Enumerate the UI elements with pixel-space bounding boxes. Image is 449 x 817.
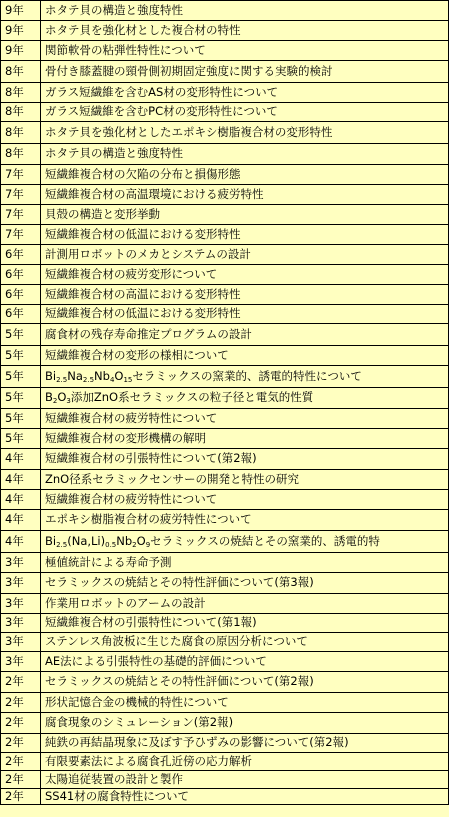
- thesis-title-cell: 短繊維複合材の疲労変形について: [41, 265, 449, 285]
- thesis-title-cell: ホタテ貝の構造と強度特性: [41, 144, 449, 165]
- thesis-title-cell: ホタテ貝を強化材としたエポキシ樹脂複合材の変形特性: [41, 122, 449, 144]
- year-cell: 5年: [1, 429, 41, 449]
- thesis-title-cell: 短繊維複合材の変形の様相について: [41, 346, 449, 366]
- thesis-title-cell: ステンレス角波板に生じた腐食の原因分析について: [41, 633, 449, 652]
- year-cell: 8年: [1, 144, 41, 165]
- thesis-title-cell: 計測用ロボットのメカとシステムの設計: [41, 245, 449, 265]
- year-cell: 8年: [1, 83, 41, 103]
- thesis-title-cell: 短繊維複合材の低温における変形特性: [41, 225, 449, 245]
- table-row: [1, 633, 449, 652]
- year-cell: 9年: [1, 41, 41, 61]
- table-row: [1, 713, 449, 734]
- table-row: [1, 573, 449, 594]
- year-cell: 6年: [1, 305, 41, 324]
- table-row: [1, 285, 449, 305]
- table-row: [1, 449, 449, 470]
- thesis-title-cell: ホタテ貝を強化材とした複合材の特性: [41, 21, 449, 41]
- table-row: [1, 165, 449, 185]
- year-cell: 4年: [1, 449, 41, 470]
- thesis-title-cell: ZnO径系セラミックセンサーの開発と特性の研究: [41, 470, 449, 490]
- year-cell: 3年: [1, 573, 41, 594]
- thesis-title-cell: 短繊維複合材の低温における変形特性: [41, 305, 449, 324]
- table-row: [1, 61, 449, 83]
- year-cell: 5年: [1, 409, 41, 429]
- table-row: [1, 753, 449, 771]
- year-cell: 2年: [1, 789, 41, 805]
- year-cell: 5年: [1, 346, 41, 366]
- year-cell: 7年: [1, 185, 41, 205]
- table-row: [1, 409, 449, 429]
- thesis-title-cell: 太陽追従装置の設計と製作: [41, 771, 449, 789]
- table-row: [1, 265, 449, 285]
- year-cell: 2年: [1, 693, 41, 713]
- thesis-title-cell: 短繊維複合材の変形機構の解明: [41, 429, 449, 449]
- year-cell: 4年: [1, 470, 41, 490]
- thesis-title-cell: 形状記憶合金の機械的特性について: [41, 693, 449, 713]
- table-row: [1, 531, 449, 553]
- table-row: [1, 734, 449, 753]
- year-cell: 2年: [1, 713, 41, 734]
- year-cell: 7年: [1, 165, 41, 185]
- table-row: [1, 594, 449, 614]
- table-row: [1, 470, 449, 490]
- thesis-title-cell: 短繊維複合材の引張特性について(第2報): [41, 449, 449, 470]
- table-row: [1, 388, 449, 409]
- table-row: [1, 510, 449, 531]
- year-cell: 3年: [1, 652, 41, 672]
- table-row: [1, 771, 449, 789]
- year-cell: 9年: [1, 21, 41, 41]
- table-row: [1, 429, 449, 449]
- thesis-title-cell: ガラス短繊維を含むAS材の変形特性について: [41, 83, 449, 103]
- year-cell: 4年: [1, 490, 41, 510]
- table-row: [1, 614, 449, 633]
- table-row: [1, 346, 449, 366]
- table-row: [1, 103, 449, 122]
- table-row: [1, 789, 449, 805]
- year-cell: 2年: [1, 753, 41, 771]
- thesis-title-cell: セラミックスの焼結とその特性評価について(第2報): [41, 672, 449, 693]
- year-cell: 2年: [1, 672, 41, 693]
- table-row: [1, 83, 449, 103]
- thesis-title-cell: 短繊維複合材の疲労特性について: [41, 490, 449, 510]
- year-cell: 3年: [1, 614, 41, 633]
- table-row: [1, 553, 449, 573]
- table-row: [1, 225, 449, 245]
- thesis-title-cell: 短繊維複合材の欠陥の分布と損傷形態: [41, 165, 449, 185]
- table-row: [1, 41, 449, 61]
- thesis-title-cell: 極値統計による寿命予測: [41, 553, 449, 573]
- thesis-title-cell: 腐食現象のシミュレーション(第2報): [41, 713, 449, 734]
- year-cell: 8年: [1, 103, 41, 122]
- year-cell: 7年: [1, 225, 41, 245]
- thesis-title-cell: ガラス短繊維を含むPC材の変形特性について: [41, 103, 449, 122]
- thesis-title-cell: 短繊維複合材の引張特性について(第1報): [41, 614, 449, 633]
- year-cell: 2年: [1, 771, 41, 789]
- table-row: [1, 366, 449, 388]
- year-cell: 6年: [1, 245, 41, 265]
- thesis-title-cell: 腐食材の残存寿命推定プログラムの設計: [41, 324, 449, 346]
- year-cell: 8年: [1, 122, 41, 144]
- year-cell: 3年: [1, 553, 41, 573]
- thesis-title-cell: エポキシ樹脂複合材の疲労特性について: [41, 510, 449, 531]
- year-cell: 5年: [1, 388, 41, 409]
- thesis-title-cell: $Bi_{2.5}Na_{2.5}Nb_4O_{15}$セラミックスの窯業的、誘電的特性について: [41, 366, 449, 388]
- thesis-title-cell: AE法による引張特性の基礎的評価について: [41, 652, 449, 672]
- table-row: [1, 305, 449, 324]
- thesis-list-body: [1, 1, 449, 805]
- year-cell: 7年: [1, 205, 41, 225]
- table-row: [1, 245, 449, 265]
- thesis-title-cell: 純鉄の再結晶現象に及ぼす予ひずみの影響について(第2報): [41, 734, 449, 753]
- thesis-title-cell: 短繊維複合材の高温における変形特性: [41, 285, 449, 305]
- table-row: [1, 144, 449, 165]
- table-row: [1, 652, 449, 672]
- year-cell: 3年: [1, 594, 41, 614]
- table-row: [1, 21, 449, 41]
- year-cell: 5年: [1, 366, 41, 388]
- year-cell: 5年: [1, 324, 41, 346]
- year-cell: 9年: [1, 1, 41, 21]
- year-cell: 6年: [1, 285, 41, 305]
- table-row: [1, 185, 449, 205]
- year-cell: 8年: [1, 61, 41, 83]
- thesis-title-cell: 作業用ロボットのアームの設計: [41, 594, 449, 614]
- table-row: [1, 324, 449, 346]
- year-cell: 4年: [1, 531, 41, 553]
- table-row: [1, 205, 449, 225]
- thesis-title-cell: セラミックスの焼結とその特性評価について(第3報): [41, 573, 449, 594]
- table-row: [1, 672, 449, 693]
- table-row: [1, 693, 449, 713]
- thesis-title-cell: 骨付き膝蓋腱の頸骨側初期固定強度に関する実験的検討: [41, 61, 449, 83]
- year-cell: 3年: [1, 633, 41, 652]
- thesis-title-cell: 短繊維複合材の疲労特性について: [41, 409, 449, 429]
- thesis-title-cell: $B_2O_3$添加ZnO系セラミックスの粒子径と電気的性質: [41, 388, 449, 409]
- thesis-title-cell: 有限要素法による腐食孔近傍の応力解析: [41, 753, 449, 771]
- thesis-title-cell: 短繊維複合材の高温環境における疲労特性: [41, 185, 449, 205]
- year-cell: 6年: [1, 265, 41, 285]
- year-cell: 2年: [1, 734, 41, 753]
- year-cell: 4年: [1, 510, 41, 531]
- thesis-title-cell: ホタテ貝の構造と強度特性: [41, 1, 449, 21]
- thesis-title-cell: $Bi_{2.5}(Na,Li)_{0.5}Nb_2O_9$セラミックスの焼結とその窯業的、誘電的特: [41, 531, 449, 553]
- table-row: [1, 122, 449, 144]
- table-row: [1, 490, 449, 510]
- thesis-title-cell: 関節軟骨の粘弾性特性について: [41, 41, 449, 61]
- thesis-title-cell: SS41材の腐食特性について: [41, 789, 449, 805]
- table-row: [1, 1, 449, 21]
- thesis-title-cell: 貝殻の構造と変形挙動: [41, 205, 449, 225]
